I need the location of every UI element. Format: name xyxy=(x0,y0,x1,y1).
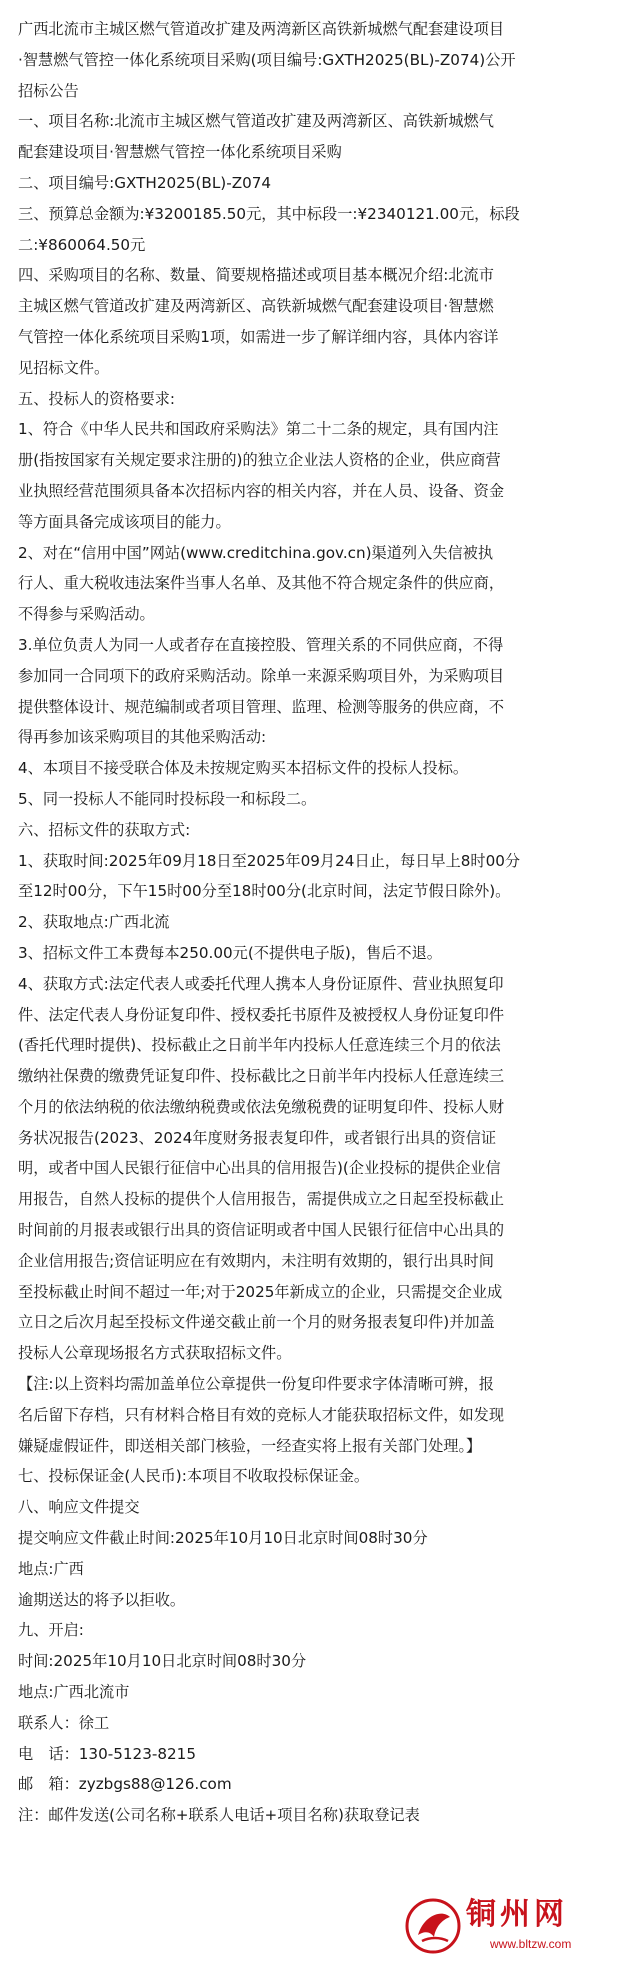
document-line: 二:¥860064.50元 xyxy=(18,235,146,254)
document-line: 提交响应文件截止时间:2025年10月10日北京时间08时30分 xyxy=(18,1529,428,1548)
document-line: 件、法定代表人身份证复印件、授权委托书原件及被授权人身份证复印件 xyxy=(18,1005,504,1024)
document-line: 1、获取时间:2025年09月18日至2025年09月24日止，每日早上8时00分 xyxy=(18,851,521,870)
document-line: 三、预算总金额为:¥3200185.50元，其中标段一:¥2340121.00元，标段 xyxy=(18,204,520,223)
site-logo-icon xyxy=(404,1897,462,1955)
document-line: 明，或者中国人民银行征信中心出具的信用报告)(企业投标的提供企业信 xyxy=(18,1159,501,1178)
document-line: 广西北流市主城区燃气管道改扩建及两湾新区高铁新城燃气配套建设项目 xyxy=(18,20,504,38)
document-line: 投标人公章现场报名方式获取招标文件。 xyxy=(18,1344,292,1363)
document-line: 名后留下存档，只有材料合格目有效的竞标人才能获取招标文件，如发现 xyxy=(18,1405,504,1424)
document-line: 逾期送达的将予以拒收。 xyxy=(18,1590,186,1609)
site-name: 铜州网 xyxy=(466,1897,568,1932)
document-line: 参加同一合同项下的政府采购活动。除单一来源采购项目外，为采购项目 xyxy=(18,666,504,685)
document-line: 九、开启: xyxy=(18,1621,84,1640)
document-line: 业执照经营范围须具备本次招标内容的相关内容，并在人员、设备、资金 xyxy=(18,481,504,500)
document-line: (香托代理时提供)、投标截止之日前半年内投标人任意连续三个月的依法 xyxy=(18,1036,501,1055)
document-line: 至投标截止时间不超过一年;对于2025年新成立的企业，只需提交企业成 xyxy=(18,1282,503,1301)
document-line: 嫌疑虚假证件，即送相关部门核验，一经查实将上报有关部门处理。】 xyxy=(18,1436,482,1455)
document-line: 七、投标保证金(人民币):本项目不收取投标保证金。 xyxy=(18,1467,370,1486)
document-line: 五、投标人的资格要求: xyxy=(18,389,175,408)
document-line: 等方面具备完成该项目的能力。 xyxy=(18,512,231,531)
document-line: 一、项目名称:北流市主城区燃气管道改扩建及两湾新区、高铁新城燃气 xyxy=(18,112,494,131)
document-line: 四、采购项目的名称、数量、简要规格描述或项目基本概况介绍:北流市 xyxy=(18,266,494,285)
document-line: 配套建设项目·智慧燃气管控一体化系统项目采购 xyxy=(18,143,342,162)
document-line: 时间:2025年10月10日北京时间08时30分 xyxy=(18,1652,307,1671)
document-line: 用报告，自然人投标的提供个人信用报告，需提供成立之日起至投标截止 xyxy=(18,1190,504,1209)
document-line: 至12时00分，下午15时00分至18时00分(北京时间，法定节假日除外)。 xyxy=(18,882,511,901)
document-line: 行人、重大税收违法案件当事人名单、及其他不符合规定条件的供应商， xyxy=(18,574,504,593)
document-line: 个月的依法纳税的依法缴纳税费或依法免缴税费的证明复印件、投标人财 xyxy=(18,1097,504,1116)
document-line: 招标公告 xyxy=(18,81,79,100)
document-line: 3、招标文件工本费每本250.00元(不提供电子版)，售后不退。 xyxy=(18,943,442,962)
document-line: 邮 箱：zyzbgs88@126.com xyxy=(18,1775,232,1794)
document-line: ·智慧燃气管控一体化系统项目采购(项目编号:GXTH2025(BL)-Z074)公开 xyxy=(18,50,516,69)
document-line: 气管控一体化系统项目采购1项，如需进一步了解详细内容，具体内容详 xyxy=(18,327,499,346)
document-line: 册(指按国家有关规定要求注册的)的独立企业法人资格的企业，供应商营 xyxy=(18,451,501,470)
document-line: 【注:以上资料均需加盖单位公章提供一份复印件要求字体清晰可辨，报 xyxy=(18,1375,494,1394)
document-line: 二、项目编号:GXTH2025(BL)-Z074 xyxy=(18,173,272,192)
document-line: 时间前的月报表或银行出具的资信证明或者中国人民银行征信中心出具的 xyxy=(18,1221,504,1240)
document-line: 注：邮件发送(公司名称+联系人电话+项目名称)获取登记表 xyxy=(18,1806,420,1825)
document-line: 2、获取地点:广西北流 xyxy=(18,913,170,932)
site-url: www.bltzw.com xyxy=(490,1937,572,1951)
document-line: 提供整体设计、规范编制或者项目管理、监理、检测等服务的供应商，不 xyxy=(18,697,504,716)
document-line: 得再参加该采购项目的其他采购活动: xyxy=(18,728,267,747)
site-watermark xyxy=(404,1895,614,1957)
document-line: 4、本项目不接受联合体及未按规定购买本招标文件的投标人投标。 xyxy=(18,759,469,778)
document-line: 电 话：130-5123-8215 xyxy=(18,1744,197,1763)
document-line: 联系人：徐工 xyxy=(18,1713,110,1732)
document-line: 1、符合《中华人民共和国政府采购法》第二十二条的规定，具有国内注 xyxy=(18,420,499,439)
document-line: 地点:广西北流市 xyxy=(18,1683,130,1702)
document-line: 立日之后次月起至投标文件递交截止前一个月的财务报表复印件)并加盖 xyxy=(18,1313,495,1332)
document-line: 八、响应文件提交 xyxy=(18,1498,140,1517)
document-line: 六、招标文件的获取方式: xyxy=(18,820,191,839)
document-line: 2、对在“信用中国”网站(www.creditchina.gov.cn)渠道列入失信被执 xyxy=(18,543,494,562)
announcement-body xyxy=(18,14,603,1831)
document-line: 企业信用报告;资信证明应在有效期内，未注明有效期的，银行出具时间 xyxy=(18,1251,494,1270)
document-line: 不得参与采购活动。 xyxy=(18,605,155,624)
document-line: 缴纳社保费的缴费凭证复印件、投标截比之日前半年内投标人任意连续三 xyxy=(18,1067,504,1086)
document-line: 务状况报告(2023、2024年度财务报表复印件，或者银行出具的资信证 xyxy=(18,1128,497,1147)
document-line: 见招标文件。 xyxy=(18,358,110,377)
document-line: 主城区燃气管道改扩建及两湾新区、高铁新城燃气配套建设项目·智慧燃 xyxy=(18,297,494,316)
document-line: 5、同一投标人不能同时投标段一和标段二。 xyxy=(18,789,317,808)
document-line: 3.单位负责人为同一人或者存在直接控股、管理关系的不同供应商，不得 xyxy=(18,635,504,654)
document-line: 地点:广西 xyxy=(18,1559,84,1578)
document-line: 4、获取方式:法定代表人或委托代理人携本人身份证原件、营业执照复印 xyxy=(18,974,504,993)
